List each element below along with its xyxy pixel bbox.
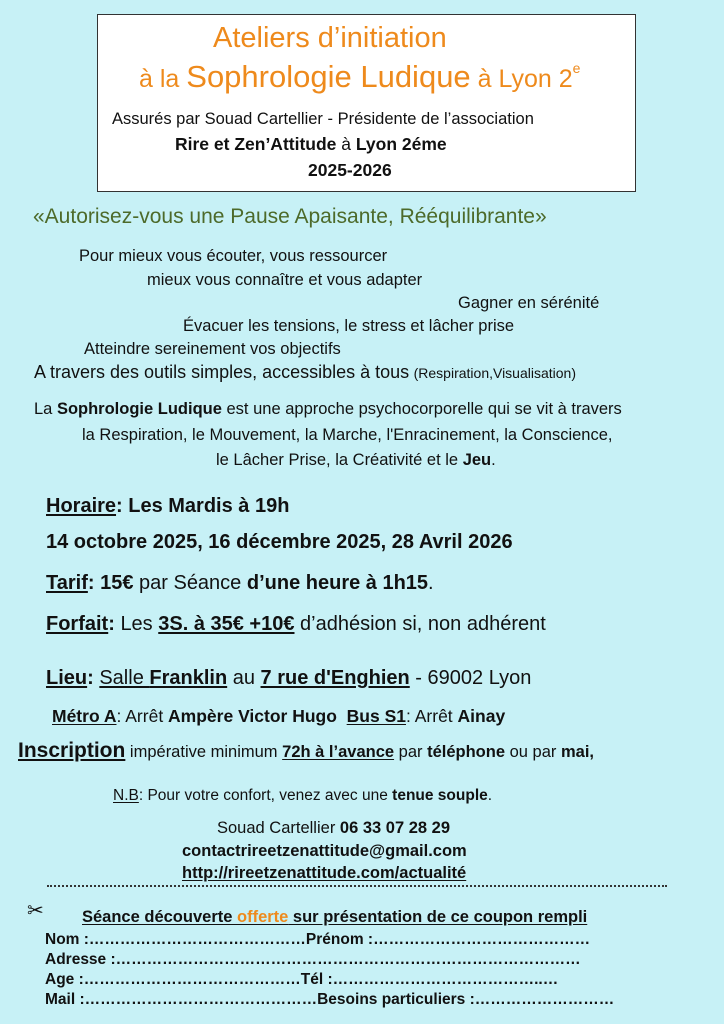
- benefit-line: Pour mieux vous écouter, vous ressourcer: [79, 247, 388, 265]
- transport-line: Métro A: Arrêt Ampère Victor Hugo Bus S1: Arrêt Ainay: [52, 706, 506, 726]
- tarif-line: Tarif: 15€ par Séance d’une heure à 1h15.: [46, 572, 434, 594]
- lieu-line: Lieu: Salle Franklin au 7 rue d'Enghien - 69002 Lyon: [46, 667, 532, 689]
- season: 2025-2026: [308, 160, 392, 180]
- inscription-line: Inscription impérative minimum 72h à l’avance par téléphone ou par mai,: [18, 739, 595, 762]
- contact-email[interactable]: contactrireetzenattitude@gmail.com: [182, 842, 467, 860]
- contact-url[interactable]: http://rireetzenattitude.com/actualité: [182, 864, 467, 882]
- benefit-line: mieux vous connaître et vous adapter: [147, 271, 423, 289]
- coupon-row-mail[interactable]: Mail :………………………………………Besoins particuliers :………………………: [45, 991, 615, 1008]
- schedule-dates: 14 octobre 2025, 16 décembre 2025, 28 Avril 2026: [46, 531, 513, 553]
- scissors-icon: ✂: [27, 900, 44, 922]
- header-subtitle: Assurés par Souad Cartellier - Présidente de l’association: [112, 110, 534, 128]
- coupon-title: Séance découverte offerte sur présentation de ce coupon rempli: [82, 908, 588, 926]
- description-line-3: le Lâcher Prise, la Créativité et le Jeu.: [216, 451, 496, 469]
- benefit-line: Évacuer les tensions, le stress et lâcher prise: [183, 317, 515, 335]
- description-line-1: La Sophrologie Ludique est une approche psychocorporelle qui se vit à travers: [34, 400, 622, 418]
- contact-line: Souad Cartellier 06 33 07 28 29: [217, 819, 451, 837]
- benefit-line: Gagner en sérénité: [458, 294, 600, 312]
- forfait-line: Forfait: Les 3S. à 35€ +10€ d’adhésion si, non adhérent: [46, 613, 546, 635]
- benefit-line: Atteindre sereinement vos objectifs: [84, 340, 341, 358]
- tools-line: A travers des outils simples, accessibles à tous (Respiration,Visualisation): [34, 362, 576, 382]
- coupon-row-age[interactable]: Age :……………………………………Tél :…………………………………..…: [45, 971, 559, 988]
- title-line-2: à la Sophrologie Ludique à Lyon 2e: [139, 59, 581, 94]
- tagline: «Autorisez-vous une Pause Apaisante, Rééquilibrante»: [33, 205, 547, 228]
- association-line: Rire et Zen’Attitude à Lyon 2éme: [175, 134, 447, 154]
- cut-line: [47, 885, 667, 887]
- schedule-line: Horaire: Les Mardis à 19h: [46, 495, 290, 517]
- description-line-2: la Respiration, le Mouvement, la Marche, l'Enracinement, la Conscience,: [82, 426, 613, 444]
- nb-line: N.B: Pour votre confort, venez avec une tenue souple.: [113, 787, 493, 804]
- coupon-row-name[interactable]: Nom :……………………………………Prénom :……………………………………: [45, 931, 591, 948]
- coupon-row-address[interactable]: Adresse :………………………………………………………………………………: [45, 951, 581, 968]
- title-line-1: Ateliers d’initiation: [213, 22, 447, 54]
